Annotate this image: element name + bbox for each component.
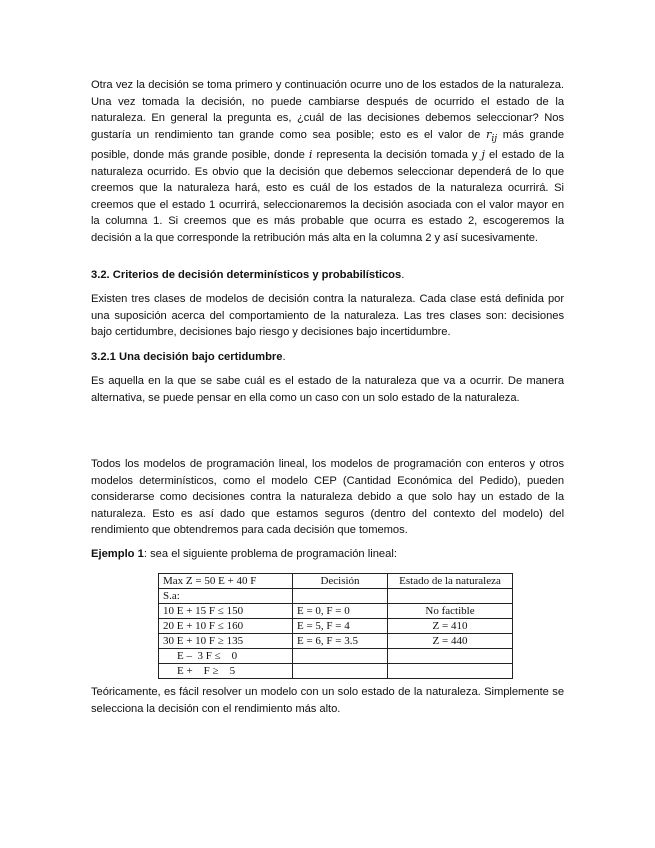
linear-programming-table	[158, 573, 513, 679]
section-heading-3-2: 3.2. Criterios de decisión determinísticos y probabilísticos.	[91, 269, 405, 281]
table-row: E + F ≥ 5	[159, 664, 513, 679]
section-heading-3-2-1: 3.2.1 Una decisión bajo certidumbre.	[91, 351, 286, 363]
table-row: 30 E + 10 F ≥ 135 E = 6, F = 3.5 Z = 440	[159, 634, 513, 649]
table-header-objective: Max Z = 50 E + 40 F	[159, 574, 293, 589]
table-row: 10 E + 15 F ≤ 150 E = 0, F = 0 No factible	[159, 604, 513, 619]
math-i: i	[308, 148, 313, 162]
math-r-ij: $r_{ij}$	[486, 127, 498, 144]
table-row: S.a:	[159, 589, 513, 604]
example-1-label: Ejemplo 1: sea el siguiente problema de programación lineal:	[91, 548, 397, 560]
paragraph-decision-classes: Existen tres clases de modelos de decisión contra la naturaleza. Cada clase está definida por una suposición acerca del comportamiento de la naturaleza. Las tres clases son: decisiones bajo certidumbre, decisiones bajo riesgo y decisiones bajo incertidumbre.	[91, 293, 564, 338]
table-row: 20 E + 10 F ≤ 160 E = 5, F = 4 Z = 410	[159, 619, 513, 634]
table-header-state: Estado de la naturaleza	[388, 574, 513, 589]
math-j: j	[481, 148, 485, 162]
paragraph-single-state-solution: Teóricamente, es fácil resolver un modelo con un solo estado de la naturaleza. Simplemente se selecciona la decisión con el rendimiento más alto.	[91, 686, 564, 715]
paragraph-decision-process: Otra vez la decisión se toma primero y continuación ocurre uno de los estados de la naturaleza. Una vez tomada la decisión, no puede cambiarse después de ocurrido el estado de la naturaleza. En general la pregunta es, ¿cuál de las decisiones debemos seleccionar? Nos gustaría un rendimiento tan grande como sea posible; esto es el valor de $r_{ij}$ más grande posible, donde más grande posible, donde i representa la decisión tomada y j el estado de la naturaleza ocurrido. Es obvio que la decisión que debemos seleccionar dependerá de lo que creemos que la naturaleza hará, esto es cuál de los estados de la naturaleza ocurrirá. Si creemos que el estado 1 ocurrirá, seleccionaremos la decisión asociada con el valor mayor en la columna 1. Si creemos que es más probable que ocurra es estado 2, escogeremos la decisión a la que corresponde la retribución más alta en la columna 2 y así sucesivamente.	[91, 79, 564, 244]
table-header-row	[159, 574, 513, 589]
paragraph-certainty-definition: Es aquella en la que se sabe cuál es el estado de la naturaleza que va a ocurrir. De manera alternativa, se puede pensar en ella como un caso con un solo estado de la naturaleza.	[91, 375, 564, 404]
table-header-decision: Decisión	[293, 574, 388, 589]
table-row: E – 3 F ≤ 0	[159, 649, 513, 664]
paragraph-deterministic-models: Todos los modelos de programación lineal, los modelos de programación con enteros y otros modelos determinísticos, como el modelo CEP (Cantidad Económica del Pedido), pueden considerarse como decisiones contra la naturaleza debido a que solo hay un estado de la naturaleza. Esto es así dado que estamos seguros (dentro del contexto del modelo) del rendimiento que obtendremos para cada decisión que tomemos.	[91, 458, 564, 536]
